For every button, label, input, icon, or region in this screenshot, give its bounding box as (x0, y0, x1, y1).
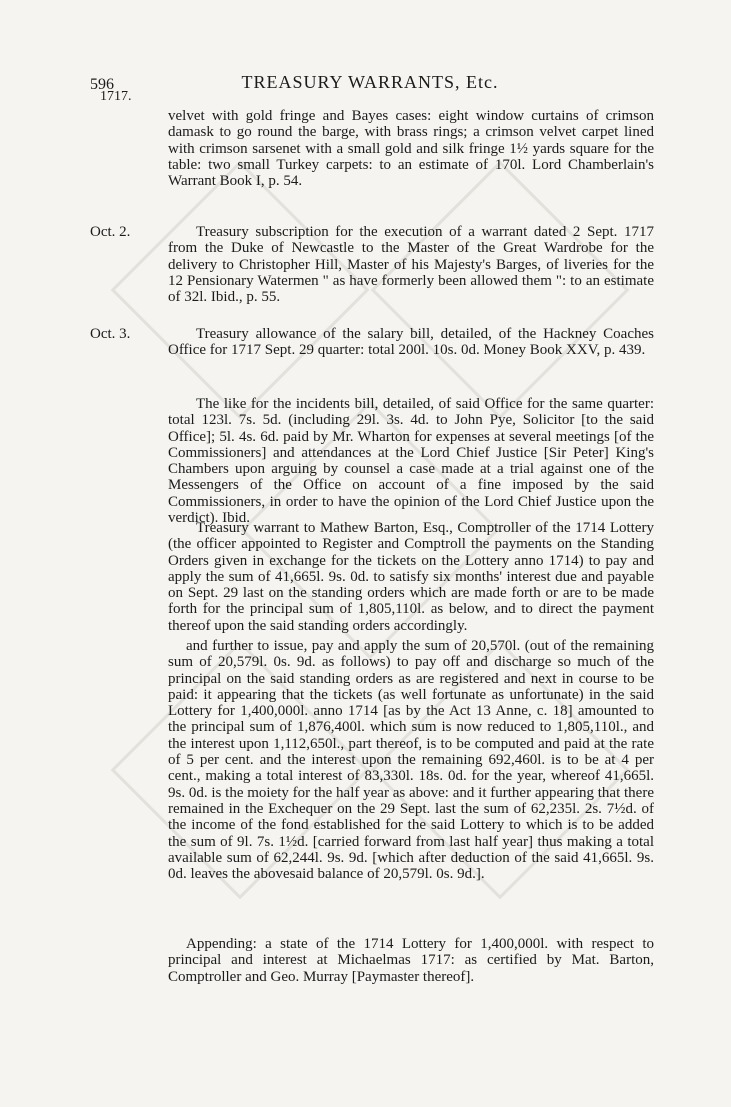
margin-year: 1717. (100, 89, 132, 104)
entry-paragraph: Appending: a state of the 1714 Lottery for 1,400,000l. with respect to principal and interest at Michaelmas 1717: as certified by Mat. Barton, Comptroller and Geo. Murray [Paymaster thereof]. (168, 936, 654, 985)
entry-paragraph: The like for the incidents bill, detailed, of said Office for the same quarter: total 123l. 7s. 5d. (including 29l. 3s. 4d. to John Pye, Solicitor [to the said Office]; 5l. 4s. 6d. paid by Mr. Wharton for expenses at several meetings [of the Commissioners] and attendances at the Lord Chief Justice [Sir Peter] King's Chambers upon arguing by counsel a case made at a trial against one of the Messengers of the Office on account of a fine imposed by the said Commissioners, in order to have the opinion of the Lord Chief Justice upon the verdict). Ibid. (168, 396, 654, 527)
entry-paragraph: velvet with gold fringe and Bayes cases: eight window curtains of crimson damask to go round the barge, with brass rings; a crimson velvet carpet lined with crimson sarsenet with a small gold and silk fringe 1½ yards square for the table: two small Turkey carpets: to an estimate of 170l. Lord Chamberlain's Warrant Book I, p. 54. (168, 108, 654, 190)
running-title: TREASURY WARRANTS, Etc. (241, 72, 499, 92)
entry-paragraph: and further to issue, pay and apply the sum of 20,570l. (out of the remaining sum of 20,579l. 0s. 9d. as follows) to pay off and discharge so much of the principal on the said standing orders as are registered and next in course to be paid: it appearing that the tickets (as well fortunate as unfortunate) in the said Lottery for 1,400,000l. anno 1714 [as by the Act 13 Anne, c. 18] amounted to the principal sum of 1,876,400l. which sum is now reduced to 1,805,110l., and the interest upon 1,112,650l., part thereof, is to be computed and paid at the rate of 5 per cent. and the interest upon the remaining 692,460l. is to be at 4 per cent., making a total interest of 83,330l. 18s. 0d. for the year, whereof 41,665l. 9s. 0d. is the moiety for the half year as above: and it further appearing that there remained in the Exchequer on the 29 Sept. last the sum of 62,235l. 2s. 7½d. of the income of the fond established for the said Lottery to which is to be added the sum of 9l. 7s. 1½d. [carried forward from last half year] thus making a total available sum of 62,244l. 9s. 9d. [which after deduction of the said 41,665l. 9s. 0d. leaves the abovesaid balance of 20,579l. 0s. 9d.]. (168, 638, 654, 883)
page-number: 596 (90, 76, 114, 93)
page-header (90, 70, 650, 94)
entry-paragraph: Treasury subscription for the execution of a warrant dated 2 Sept. 1717 from the Duke of Newcastle to the Master of the Great Wardrobe for the delivery to Christopher Hill, Master of his Majesty's Barges, of liveries for the 12 Pensionary Watermen " as have formerly been allowed them ": to an estimate of 32l. Ibid., p. 55. (168, 224, 654, 306)
entry-paragraph: Treasury allowance of the salary bill, detailed, of the Hackney Coaches Office for 1717 Sept. 29 quarter: total 200l. 10s. 0d. Money Book XXV, p. 439. (168, 326, 654, 359)
entry-paragraph: Treasury warrant to Mathew Barton, Esq., Comptroller of the 1714 Lottery (the officer appointed to Register and Comptroll the payments on the Standing Orders given in exchange for the tickets on the Lottery anno 1714) to pay and apply the sum of 41,665l. 9s. 0d. to satisfy six months' interest due and payable on Sept. 29 last on the standing orders which are made forth or are to be made forth for the principal sum of 1,805,110l. as below, and to direct the payment thereof upon the said standing orders accordingly. (168, 520, 654, 634)
entry-date: Oct. 3. (90, 326, 131, 342)
entry-date: Oct. 2. (90, 224, 131, 240)
